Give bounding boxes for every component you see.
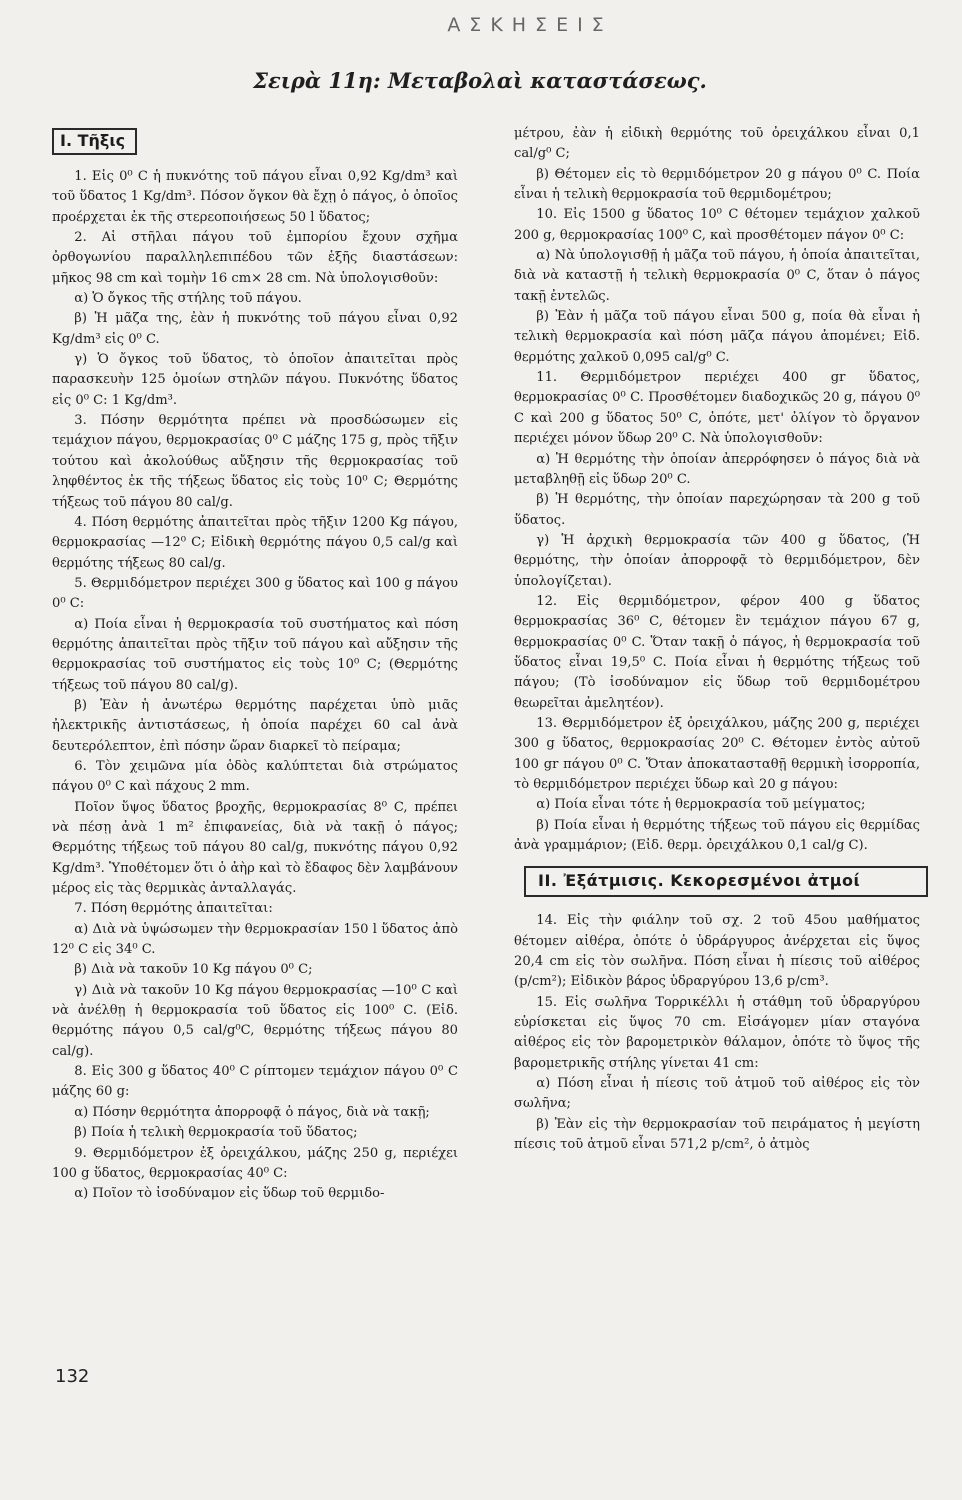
exercise-paragraph: 6. Τὸν χειμῶνα μία ὁδὸς καλύπτεται διὰ στρώματος πάγου 0⁰ C καὶ πάχους 2 mm.	[52, 758, 458, 795]
exercise-paragraph: β) Διὰ νὰ τακοῦν 10 Kg πάγου 0⁰ C;	[74, 962, 313, 978]
page-title: Σειρὰ 11η: Μεταβολαὶ καταστάσεως.	[253, 68, 707, 93]
exercise-paragraph: 8. Εἰς 300 g ὕδατος 40⁰ C ρίπτομεν τεμάχιον πάγου 0⁰ C μάζης 60 g:	[52, 1064, 458, 1100]
exercise-paragraph: β) Ἐὰν εἰς τὴν θερμοκρασίαν τοῦ πειράματος ἡ μεγίστη πίεσις τοῦ ἀτμοῦ εἶναι 571,2 p/cm², ὁ ἀτμὸς	[514, 1116, 920, 1153]
exercise-paragraph: β) Ἐὰν ἡ μᾶζα τοῦ πάγου εἶναι 500 g, ποία θὰ εἶναι ἡ τελικὴ θερμοκρασία καὶ πόση μᾶζα πάγου ἀπομένει; Εἰδ. θερμότης χαλκοῦ 0,095 cal/g⁰ C.	[514, 309, 920, 365]
exercise-paragraph: α) Νὰ ὑπολογισθῇ ἡ μᾶζα τοῦ πάγου, ἡ ὁποία ἀπαιτεῖται, διὰ νὰ καταστῇ ἡ τελικὴ θερμοκρασία 0⁰ C, ὅταν ὁ πάγος τακῇ ἐντελῶς.	[514, 248, 920, 304]
exercise-paragraph: α) Διὰ νὰ ὑψώσωμεν τὴν θερμοκρασίαν 150 l ὕδατος ἀπὸ 12⁰ C εἰς 34⁰ C.	[52, 921, 458, 958]
right-column-body-fusion	[514, 124, 920, 856]
left-column	[52, 128, 458, 1205]
exercise-paragraph: α) Ἡ θερμότης τὴν ὁποίαν ἀπερρόφησεν ὁ πάγος διὰ νὰ μεταβληθῇ εἰς ὕδωρ 20⁰ C.	[514, 451, 920, 487]
exercise-paragraph: μέτρου, ἐὰν ἡ εἰδικὴ θερμότης τοῦ ὀρειχάλκου εἶναι 0,1 cal/g⁰ C;	[514, 126, 920, 162]
exercise-paragraph: 13. Θερμιδόμετρον ἐξ ὀρειχάλκου, μάζης 200 g, περιέχει 300 g ὕδατος, θερμοκρασίας 20⁰ C. Θέτομεν ἐντὸς αὐτοῦ 100 gr πάγου 0⁰ C. Ὅταν ἀποκατασταθῇ θερμικὴ ἰσορροπία, τὸ θερμιδόμετρον περιέχει ὕδωρ καὶ 20 g πάγου:	[514, 715, 920, 792]
exercise-paragraph: 12. Εἰς θερμιδόμετρον, φέρον 400 g ὕδατος θερμοκρασίας 36⁰ C, θέτομεν ἓν τεμάχιον πάγου 67 g, θερμοκρασίας 0⁰ C. Ὅταν τακῇ ὁ πάγος, ἡ θερμοκρασία τοῦ ὕδατος εἶναι 19,5⁰ C. Ποία εἶναι ἡ θερμότης τήξεως τοῦ πάγου; (Τὸ ἰσοδύναμον εἰς ὕδωρ τοῦ θερμιδομέτρου θεωρεῖται ἀμελητέον).	[514, 593, 920, 711]
right-column	[514, 124, 920, 1156]
exercise-paragraph: β) Ἐὰν ἡ ἀνωτέρω θερμότης παρέχεται ὑπὸ μιᾶς ἠλεκτρικῆς ἀντιστάσεως, ἡ ὁποία παρέχει 60 cal ἀνὰ δευτερόλεπτον, ἐπὶ πόσην ὥραν διαρκεῖ τὸ πείραμα;	[52, 697, 458, 754]
exercise-paragraph: β) Ποία ἡ τελικὴ θερμοκρασία τοῦ ὕδατος;	[74, 1125, 358, 1141]
exercise-paragraph: β) Ἡ μᾶζα της, ἐὰν ἡ πυκνότης τοῦ πάγου εἶναι 0,92 Kg/dm³ εἰς 0⁰ C.	[52, 311, 458, 347]
exercise-paragraph: 14. Εἰς τὴν φιάλην τοῦ σχ. 2 τοῦ 45ου μαθήματος θέτομεν αἰθέρα, ὁπότε ὁ ὑδράργυρος ἀνέρχεται εἰς ὕψος 20,4 cm εἰς τὸν σωλῆνα. Πόση εἶναι ἡ πίεσις τοῦ αἰθέρος (p/cm²); Εἰδικὸν βάρος ὑδραργύρου 13,6 p/cm³.	[514, 913, 920, 990]
exercise-paragraph: γ) Ἡ ἀρχικὴ θερμοκρασία τῶν 400 g ὕδατος, (Ἡ θερμότης, τὴν ὁποίαν ἀπορροφᾷ τὸ θερμιδόμετρον, δὲν ὑπολογίζεται).	[514, 532, 920, 589]
exercise-paragraph: α) Ὁ ὄγκος τῆς στήλης τοῦ πάγου.	[74, 291, 302, 307]
section-heading-evaporation: II. Ἐξάτμισις. Κεκορεσμένοι ἀτμοί	[524, 866, 928, 897]
exercise-paragraph: 5. Θερμιδόμετρον περιέχει 300 g ὕδατος καὶ 100 g πάγου 0⁰ C:	[52, 575, 458, 612]
exercise-paragraph: 7. Πόση θερμότης ἀπαιτεῖται:	[74, 901, 273, 917]
exercise-paragraph: 4. Πόση θερμότης ἀπαιτεῖται πρὸς τῆξιν 1200 Kg πάγου, θερμοκρασίας —12⁰ C; Εἰδικὴ θερμότης πάγου 0,5 cal/g καὶ θερμότης τήξεως 80 cal/g.	[52, 514, 458, 571]
exercise-paragraph: 10. Εἰς 1500 g ὕδατος 10⁰ C θέτομεν τεμάχιον χαλκοῦ 200 g, θερμοκρασίας 100⁰ C, καὶ προσθέτομεν πάγον 0⁰ C:	[514, 207, 920, 243]
exercise-paragraph: 2. Αἱ στῆλαι πάγου τοῦ ἐμπορίου ἔχουν σχῆμα ὀρθογωνίου παραλληλεπιπέδου τῶν ἑξῆς διαστάσεων: μῆκος 98 cm καὶ τομὴν 16 cm× 28 cm. Νὰ ὑπολογισθοῦν:	[52, 230, 458, 286]
exercise-paragraph: β) Ποία εἶναι ἡ θερμότης τήξεως τοῦ πάγου εἰς θερμίδας ἀνὰ γραμμάριον; (Εἰδ. θερμ. ὀρειχάλκου 0,1 cal/g C).	[514, 817, 920, 854]
exercise-paragraph: α) Ποία εἶναι τότε ἡ θερμοκρασία τοῦ μείγματος;	[536, 797, 866, 813]
exercise-paragraph: 11. Θερμιδόμετρον περιέχει 400 gr ὕδατος, θερμοκρασίας 0⁰ C. Προσθέτομεν διαδοχικῶς 20 g, πάγου 0⁰ C καὶ 200 g ὕδατος 50⁰ C, ὁπότε, μετ' ὀλίγον τὸ ὄργανον περιέχει μόνον ὕδωρ 20⁰ C. Νὰ ὑπολογισθοῦν:	[514, 370, 920, 447]
page-number: 132	[55, 1366, 90, 1387]
exercise-paragraph: 9. Θερμιδόμετρον ἐξ ὀρειχάλκου, μάζης 250 g, περιέχει 100 g ὕδατος, θερμοκρασίας 40⁰ C:	[52, 1145, 458, 1181]
exercise-paragraph: α) Ποῖον τὸ ἰσοδύναμον εἰς ὕδωρ τοῦ θερμιδο-	[74, 1186, 385, 1202]
exercise-paragraph: α) Ποία εἶναι ἡ θερμοκρασία τοῦ συστήματος καὶ πόση θερμότης ἀπαιτεῖται πρὸς τῆξιν τοῦ πάγου καὶ αὔξησιν τῆς θερμοκρασίας τοῦ συστήματος εἰς τοὺς 10⁰ C; (Θερμότης τήξεως τοῦ πάγου 80 cal/g).	[52, 616, 458, 693]
exercise-paragraph: γ) Διὰ νὰ τακοῦν 10 Kg πάγου θερμοκρασίας —10⁰ C καὶ νὰ ἀνέλθῃ ἡ θερμοκρασία τοῦ ὕδατος εἰς 100⁰ C. (Εἰδ. θερμότης πάγου 0,5 cal/g⁰C, θερμότης τήξεως πάγου 80 cal/g).	[52, 982, 458, 1059]
exercise-paragraph: 3. Πόσην θερμότητα πρέπει νὰ προσδώσωμεν εἰς τεμάχιον πάγου, θερμοκρασίας 0⁰ C μάζης 175 g, πρὸς τῆξιν τούτου καὶ ἀκολούθως αὔξησιν τῆς θερμοκρασίας τοῦ ληφθέντος ἐκ τῆς τήξεως ὕδατος εἰς τοὺς 10⁰ C; Θερμότης τήξεως τοῦ πάγου 80 cal/g.	[52, 413, 458, 510]
running-head: ΑΣΚΗΣΕΙΣ	[447, 14, 613, 36]
exercise-paragraph: 15. Εἰς σωλῆνα Τορρικέλλι ἡ στάθμη τοῦ ὑδραργύρου εὑρίσκεται εἰς ὕψος 70 cm. Εἰσάγομεν μίαν σταγόνα αἰθέρος εἰς τὸν βαρομετρικὸν θάλαμον, ὁπότε τὸ ὕψος τῆς βαρομετρικῆς στήλης γίνεται 41 cm:	[514, 994, 920, 1071]
exercise-paragraph: γ) Ὁ ὄγκος τοῦ ὕδατος, τὸ ὁποῖον ἀπαιτεῖται πρὸς παρασκευὴν 125 ὁμοίων στηλῶν πάγου. Πυκνότης ὕδατος εἰς 0⁰ C: 1 Kg/dm³.	[52, 352, 458, 408]
exercise-paragraph: α) Πόσην θερμότητα ἀπορροφᾷ ὁ πάγος, διὰ νὰ τακῇ;	[74, 1104, 430, 1120]
left-column-body	[52, 167, 458, 1205]
exercise-paragraph: Ποῖον ὕψος ὕδατος βροχῆς, θερμοκρασίας 8⁰ C, πρέπει νὰ πέσῃ ἀνὰ 1 m² ἐπιφανείας, διὰ νὰ τακῇ ὁ πάγος; Θερμότης τήξεως τοῦ πάγου 80 cal/g, πυκνότης πάγου 0,92 Kg/dm³. Ὑποθέτομεν ὅτι ὁ ἀὴρ καὶ τὸ ἔδαφος δὲν λαμβάνουν μέρος εἰς τὰς θερμικὰς ἀνταλλαγάς.	[52, 799, 458, 897]
exercise-paragraph: α) Πόση εἶναι ἡ πίεσις τοῦ ἀτμοῦ τοῦ αἰθέρος εἰς τὸν σωλῆνα;	[514, 1076, 920, 1112]
section-heading-fusion: I. Τῆξις	[52, 128, 137, 155]
right-column-body-evaporation	[514, 911, 920, 1155]
exercise-paragraph: β) Ἡ θερμότης, τὴν ὁποίαν παρεχώρησαν τὰ 200 g τοῦ ὕδατος.	[514, 492, 920, 528]
exercise-paragraph: 1. Εἰς 0⁰ C ἡ πυκνότης τοῦ πάγου εἶναι 0,92 Kg/dm³ καὶ τοῦ ὕδατος 1 Kg/dm³. Πόσον ὄγκον θὰ ἔχῃ ὁ πάγος, ὁ ὁποῖος προέρχεται ἐκ τῆς στερεοποιήσεως 50 l ὕδατος;	[52, 169, 458, 225]
exercise-paragraph: β) Θέτομεν εἰς τὸ θερμιδόμετρον 20 g πάγου 0⁰ C. Ποία εἶναι ἡ τελικὴ θερμοκρασία τοῦ θερμιδομέτρου;	[514, 166, 920, 203]
